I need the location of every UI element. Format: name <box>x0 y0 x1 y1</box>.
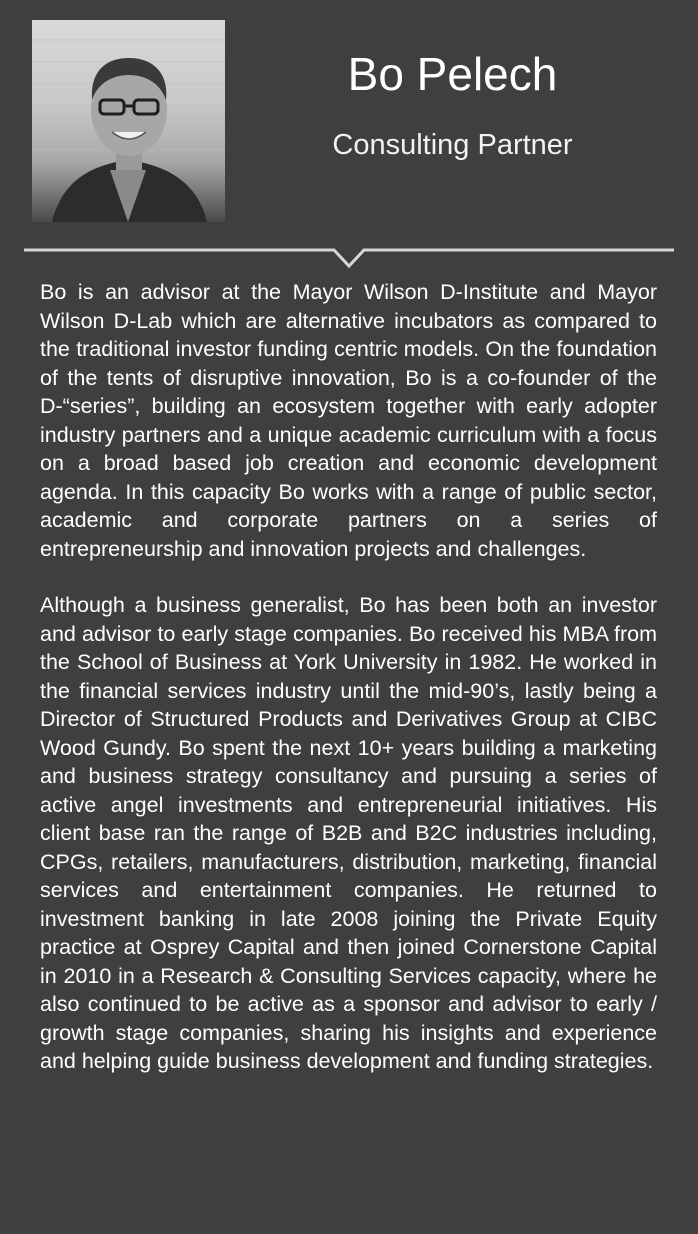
bio-paragraph: Bo is an advisor at the Mayor Wilson D-Institute and Mayor Wilson D-Lab which are alternative incubators as compared to the traditional investor funding centric models. On the foundation of the tents of disruptive innovation, Bo is a co-founder of the D-“series”, building an ecosystem together with early adopter industry partners and a unique academic curriculum with a focus on a broad based job creation and economic development agenda. In this capacity Bo works with a range of public sector, academic and corporate partners on a series of entrepreneurship and innovation projects and challenges. <box>40 280 657 561</box>
person-title: Consulting Partner <box>332 129 573 161</box>
biography <box>40 278 657 1104</box>
person-name: Bo Pelech <box>347 48 558 100</box>
bio-paragraph: Although a business generalist, Bo has been both an investor and advisor to early stage companies. Bo received his MBA from the School of Business at York University in 1982. He worked in the financial services industry until the mid-90’s, lastly being a Director of Structured Products and Derivatives Group at CIBC Wood Gundy. Bo spent the next 10+ years building a marketing and business strategy consultancy and pursuing a series of active angel investments and entrepreneurial initiatives. His client base ran the range of B2B and B2C industries including, CPGs, retailers, manufacturers, distribution, marketing, financial services and entertainment companies. He returned to investment banking in late 2008 joining the Private Equity practice at Osprey Capital and then joined Cornerstone Capital in 2010 in a Research & Consulting Services capacity, where he also continued to be active as a sponsor and advisor to early / growth stage companies, sharing his insights and experience and helping guide business development and funding strategies. <box>40 593 657 1073</box>
pointer-divider <box>24 240 674 270</box>
portrait-photo-icon <box>32 20 225 222</box>
profile-photo <box>32 20 225 222</box>
